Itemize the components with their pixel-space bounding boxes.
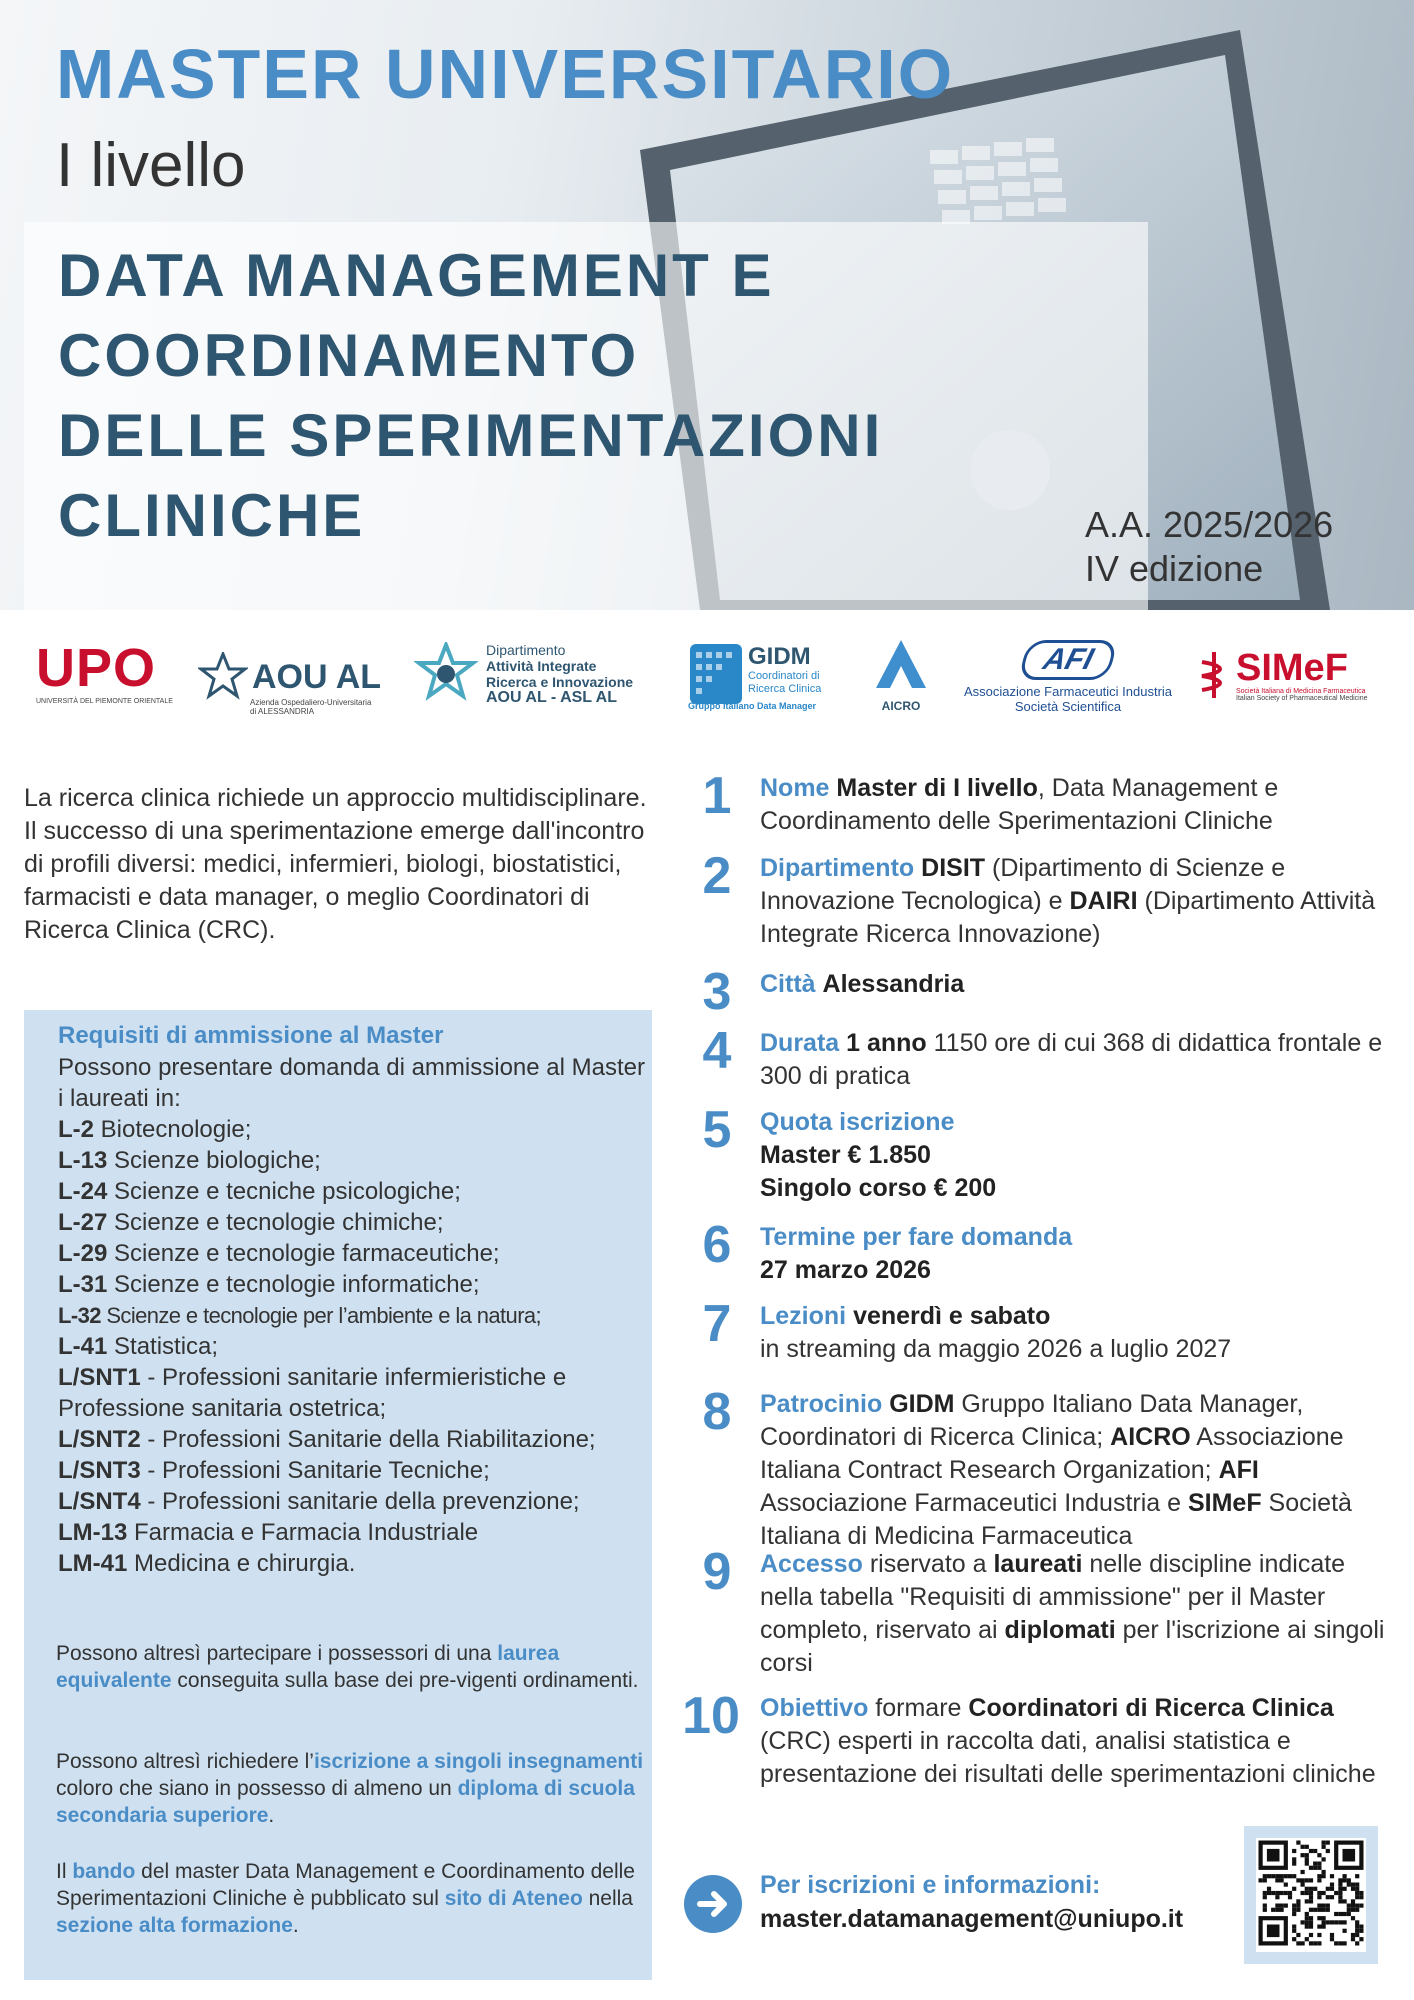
upo-name: UPO [36, 638, 157, 698]
info-item-9: 9 Accesso riservato a laureati nelle discipline indicate nella tabella "Requisiti di ammissione" per il Master completo, riservato ai diplomati per l'iscrizione ai singoli corsi [680, 1548, 1400, 1680]
gidm-name: GIDM [748, 643, 811, 670]
simef-name: SIMeF [1236, 647, 1348, 689]
edition: IV edizione [1085, 548, 1264, 589]
equivalent-degree-note: Possono altresì partecipare i possessori di una laurea equivalente conseguita sulla base dei pre-vigenti ordinamenti. [56, 1642, 639, 1692]
gidm-grid-icon [690, 644, 742, 704]
degree-class-item: L-41 Statistica; [58, 1333, 219, 1360]
dairi-logo [414, 642, 633, 706]
dairi-line: Dipartimento [486, 642, 566, 658]
simef-logo [1196, 648, 1368, 702]
gidm-line: Gruppo Italiano Data Manager [688, 701, 817, 711]
qr-code-icon[interactable] [1256, 1838, 1366, 1952]
single-courses-note: Possono altresì richiedere l’iscrizione a singoli insegnamenti coloro che siano in possesso di almeno un diploma di scuola secondaria superiore. [56, 1750, 644, 1827]
hero-title: MASTER UNIVERSITARIO [56, 35, 955, 113]
hero-subtitle: I livello [56, 131, 246, 200]
degree-class-item: L-32 Scienze e tecnologie per l’ambiente e la natura; [58, 1303, 542, 1328]
step-number: 3 [702, 963, 732, 1021]
requirements-title: Requisiti di ammissione al Master [58, 1022, 444, 1049]
gidm-logo [690, 644, 821, 713]
master-title-line: COORDINAMENTO [58, 322, 640, 389]
degree-class-item: L/SNT4 - Professioni sanitarie della prevenzione; [58, 1488, 580, 1515]
aicro-a-icon [872, 636, 930, 694]
gidm-line: Coordinatori di [748, 670, 820, 682]
afi-line: Società Scientifica [1014, 699, 1122, 714]
aoual-caption: di ALESSANDRIA [250, 707, 315, 716]
step-number: 1 [702, 767, 732, 825]
academic-year: A.A. 2025/2026 [1085, 504, 1334, 545]
step-number: 10 [682, 1687, 740, 1745]
step-number: 2 [702, 847, 732, 905]
info-item-3: 3 Città Alessandria [680, 968, 1400, 1001]
simef-line: Italian Society of Pharmaceutical Medicine [1236, 695, 1368, 702]
academic-year-block [1085, 503, 1333, 591]
afi-logo [948, 640, 1188, 714]
degree-class-item: L-27 Scienze e tecnologie chimiche; [58, 1209, 444, 1236]
afi-name: AFI [1039, 643, 1097, 676]
contact-email[interactable]: master.datamanagement@uniupo.it [760, 1905, 1184, 1933]
contact-block [760, 1868, 1183, 1936]
gidm-line: Ricerca Clinica [748, 683, 822, 695]
aicro-name: AICRO [881, 699, 921, 713]
info-item-6: 6 Termine per fare domanda 27 marzo 2026 [680, 1221, 1400, 1287]
master-title-line: DATA MANAGEMENT E [58, 242, 775, 309]
info-item-4: 4 Durata 1 anno 1150 ore di cui 368 di didattica frontale e 300 di pratica [680, 1027, 1400, 1093]
simef-line: Società Italiana di Medicina Farmaceutica [1236, 688, 1366, 695]
degree-class-item: L-2 Biotecnologie; [58, 1116, 252, 1143]
info-item-8: 8 Patrocinio GIDM Gruppo Italiano Data Manager, Coordinatori di Ricerca Clinica; AICRO Associazione Italiana Contract Research Organization; AFI Associazione Farmaceutici Industria e SIMeF Società Italiana di Medicina Farmaceutica [680, 1388, 1400, 1553]
upo-caption: UNIVERSITÀ DEL PIEMONTE ORIENTALE [36, 698, 173, 705]
info-item-2: 2 Dipartimento DISIT (Dipartimento di Scienze e Innovazione Tecnologica) e DAIRI (Dipartimento Attività Integrate Ricerca Innovazione) [680, 852, 1400, 951]
step-number: 7 [702, 1295, 732, 1353]
aoual-logo [198, 652, 381, 716]
degree-class-item: L-29 Scienze e tecnologie farmaceutiche; [58, 1240, 500, 1267]
info-item-5: 5 Quota iscrizione Master € 1.850 Singolo corso € 200 [680, 1106, 1400, 1205]
degree-class-item: L-24 Scienze e tecniche psicologiche; [58, 1178, 461, 1205]
ateneo-site-link: sito di Ateneo [444, 1887, 583, 1910]
degree-class-item: L/SNT2 - Professioni Sanitarie della Riabilitazione; [58, 1426, 596, 1453]
step-number: 8 [702, 1383, 732, 1441]
degree-class-item: LM-13 Farmacia e Farmacia Industriale [58, 1519, 479, 1546]
info-item-1: 1 Nome Master di I livello, Data Management e Coordinamento delle Sperimentazioni Cliniche [680, 772, 1400, 838]
requirements-lead: Possono presentare domanda di ammissione al Master i laureati in: [58, 1054, 645, 1112]
step-number: 4 [702, 1022, 732, 1080]
degree-class-item: L/SNT1 - Professioni sanitarie infermieristiche e Professione sanitaria ostetrica; [58, 1364, 567, 1422]
arrow-right-icon [684, 1875, 742, 1933]
info-item-7: 7 Lezioni venerdì e sabato in streaming da maggio 2026 a luglio 2027 [680, 1300, 1400, 1366]
aoual-name: AOU AL [252, 657, 382, 696]
alta-formazione-link: sezione alta formazione [56, 1914, 293, 1937]
requirements [58, 1020, 648, 1579]
degree-class-item: L-13 Scienze biologiche; [58, 1147, 321, 1174]
degree-class-item: LM-41 Medicina e chirurgia. [58, 1550, 356, 1577]
master-title-line: CLINICHE [58, 482, 366, 549]
step-number: 5 [702, 1101, 732, 1159]
aoual-caption: Azienda Ospedaliero-Universitaria [250, 698, 372, 707]
simef-caduceus-icon [1196, 650, 1232, 700]
step-number: 9 [702, 1543, 732, 1601]
dairi-line: AOU AL - ASL AL [486, 689, 617, 706]
afi-line: Associazione Farmaceutici Industria [963, 684, 1173, 699]
call-note: Il bando del master Data Management e Coordinamento delle Sperimentazioni Cliniche è pubblicato sul sito di Ateneo nella sezione alta formazione. [56, 1860, 635, 1937]
upo-logo [36, 640, 173, 705]
degree-class-item: L-31 Scienze e tecnologie informatiche; [58, 1271, 480, 1298]
dairi-line: Attività Integrate [486, 658, 597, 674]
step-number: 6 [702, 1216, 732, 1274]
dairi-star-icon [414, 642, 478, 706]
master-title [58, 236, 883, 556]
dairi-line: Ricerca e Innovazione [486, 674, 634, 690]
master-title-line: DELLE SPERIMENTAZIONI [58, 402, 884, 469]
info-item-10: 10 Obiettivo formare Coordinatori di Ricerca Clinica (CRC) esperti in raccolta dati, analisi statistica e presentazione dei risultati delle sperimentazioni cliniche [680, 1692, 1400, 1791]
intro-paragraph: La ricerca clinica richiede un approccio multidisciplinare. Il successo di una sperimentazione emerge dall'incontro di profili diversi: medici, infermieri, biologi, biostatistici, farmacisti e data manager, o meglio Coordinatori di Ricerca Clinica (CRC). [24, 784, 647, 944]
contact-label: Per iscrizioni e informazioni: [760, 1871, 1101, 1899]
aoual-star-icon [198, 652, 248, 702]
aicro-logo [866, 636, 936, 713]
bando-link: bando [72, 1860, 136, 1883]
hero-banner [0, 0, 1414, 610]
degree-class-item: L/SNT3 - Professioni Sanitarie Tecniche; [58, 1457, 490, 1484]
